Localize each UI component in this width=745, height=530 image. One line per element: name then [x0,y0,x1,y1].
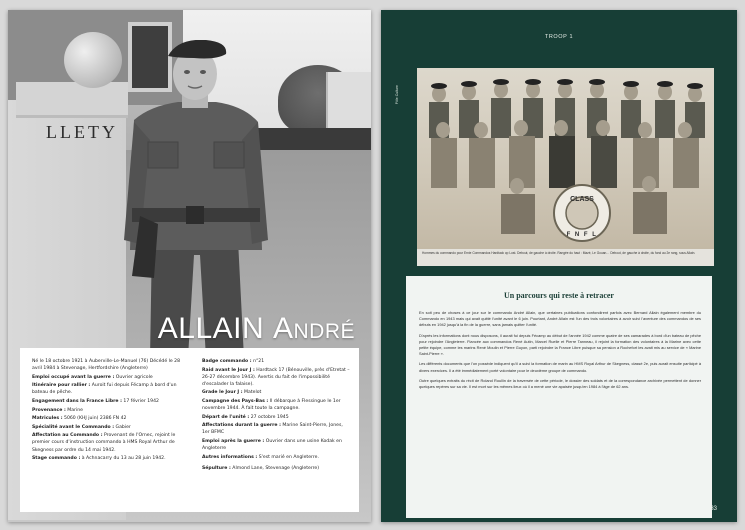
info-entry: Affectations durant la guerre : Marine Saint-Pierre, Jones, 1er BFMC [202,423,343,436]
person-name-title [158,312,355,346]
left-page [8,10,371,522]
info-entry: Stage commando : à Achnacarry du 13 au 28 juin 1942. [32,456,166,462]
info-entry: Badge commando : n°21 [202,359,265,364]
article-paragraph: Les différents documents que l'on possède indiquent qu'il a suivi la formation de marin au HMS Royal Arthur de Skegness, classé 2e, puis aurait ensuite participé à divers exercices. Il a été immédiatement porté volontaire pour le deuxième groupe de commando. [419,361,701,373]
article-paragraph: D'après les informations dont nous disposons, il aurait fui depuis Fécamp au début de l'année 1942 comme quatre de ses camarades à bord d'un bateau de pêche pour rejoindre l'Angleterre. Fiancée aux commandos René Autin, Marcel Ruelle et Pierre Tanneau, il rejoint la formation des volontaires à la Marine avec cette petite équipe, comme les marins René Moulin et Pierre Guyon, parti rejoindre la France Libre puisque sa pension a Rochefort les avait mis au service de « Marine Saint-Pierre ». [419,332,701,357]
right-page [381,10,737,522]
surname: ALLAIN [157,312,265,345]
info-entry: Sépulture : Almond Lane, Stevenage (Angleterre) [202,465,320,471]
info-column-1 [32,358,180,464]
page-number: 33 [710,506,717,512]
info-entry: Affectation au Commando : Provenant de l'Ornec, rejoint le premier cours d'instruction commando à HMS Royal Arthur de Skegness par ordre du 14 mai 1942. [32,433,176,453]
article-paragraph: En soit peu de choses à ce jour sur le commando André Allain, que certaines publications confondirent parfois avec Bernard Allain également membre du Commando en 1943 mais qui avait quitté l'unité avant le 6 juin. Pourtant, André Allain est l'un des trois volontaires à avoir suivi l'aventure des commandos de ses débuts en 1942 jusqu'à la fin de la guerre, sans jamais quitter l'unité. [419,310,701,328]
info-entry: Emploi après la guerre : Ouvrier dans une usine Kodak en Angleterre [202,438,342,452]
photo-house [326,72,371,132]
info-entry: Engagement dans la France Libre : 17 février 1942 [32,398,159,404]
biography-info-box [20,348,359,512]
info-entry: Emploi occupé avant la guerre : Ouvrier agricole [32,374,153,380]
info-entry: Matricules : 5060 (KHJ juin) 2386 FN 42 [32,416,127,422]
info-entry: Itinéraire pour rallier : Auroit fui depuis Fécamp à bord d'un bateau de pêche. [32,383,177,396]
article-card [406,276,712,518]
photo-caption: Hommes du commando pour Ernie Commandos Hardtack op Lost. Debout, de gauche à droite. Rangée du haut : Mazé, Le Gouan… Debout, de gauche à droite, du fond au 2e rang, sous Allain. [417,249,714,266]
info-column-2 [202,358,350,473]
info-entry: Provenance : Marine [32,407,83,413]
info-entry: Spécialité avant le Commando : Gabier [32,424,131,430]
lifebuoy-text-bottom: F N F L [566,232,598,238]
info-entry: Raid avant le Jour J : Hardtack 17 (Bénouville, près d'Etretat – 26-27 décembre 1943). Avertis du fait de l'impossibilité d'escalader la falaise). [202,367,350,387]
photo-pillar-cap [16,82,128,118]
first-name: André [272,312,355,345]
group-photo [417,68,714,249]
article-title: Un parcours qui reste à retracer [504,291,614,300]
side-label: Pôle Culture [395,85,399,105]
photo-stone-ball [64,32,122,88]
article-body [419,310,701,394]
wall-sign-text: LLETY [46,122,118,142]
group-photo-figures [417,68,714,249]
info-entry: Campagne des Pays-Bas : Il débarque à Flessingue le 1er novembre 1944. À fait toute la campagne. [202,398,341,412]
info-entry: Né le 18 octobre 1921 à Auberville-Le-Manuel (76) Décédé le 28 avril 1984 à Stevenage, Hertfordshire (Angleterre) [32,359,181,372]
section-header: TROOP 1 [544,34,574,40]
article-paragraph: Outre quelques extraits du récit de Roland Roullin de la traversée de cette période, le dossier des soldats et de la correspondance archivée permettent de donner quelques repères sur sa vie. Il est mort sur les mêmes lieux où il a mené une vie apaisée jusqu'en 1984 à l'âge de 62 ans. [419,377,701,390]
info-entry: Grade le Jour J : Matelot [202,390,262,396]
lifebuoy-text-top: CLASS [570,196,594,203]
info-entry: Autres informations : S'est marié en Angleterre. [202,454,319,460]
open-book [8,10,737,522]
info-entry: Départ de l'unité : 27 octobre 1945 [202,414,289,420]
